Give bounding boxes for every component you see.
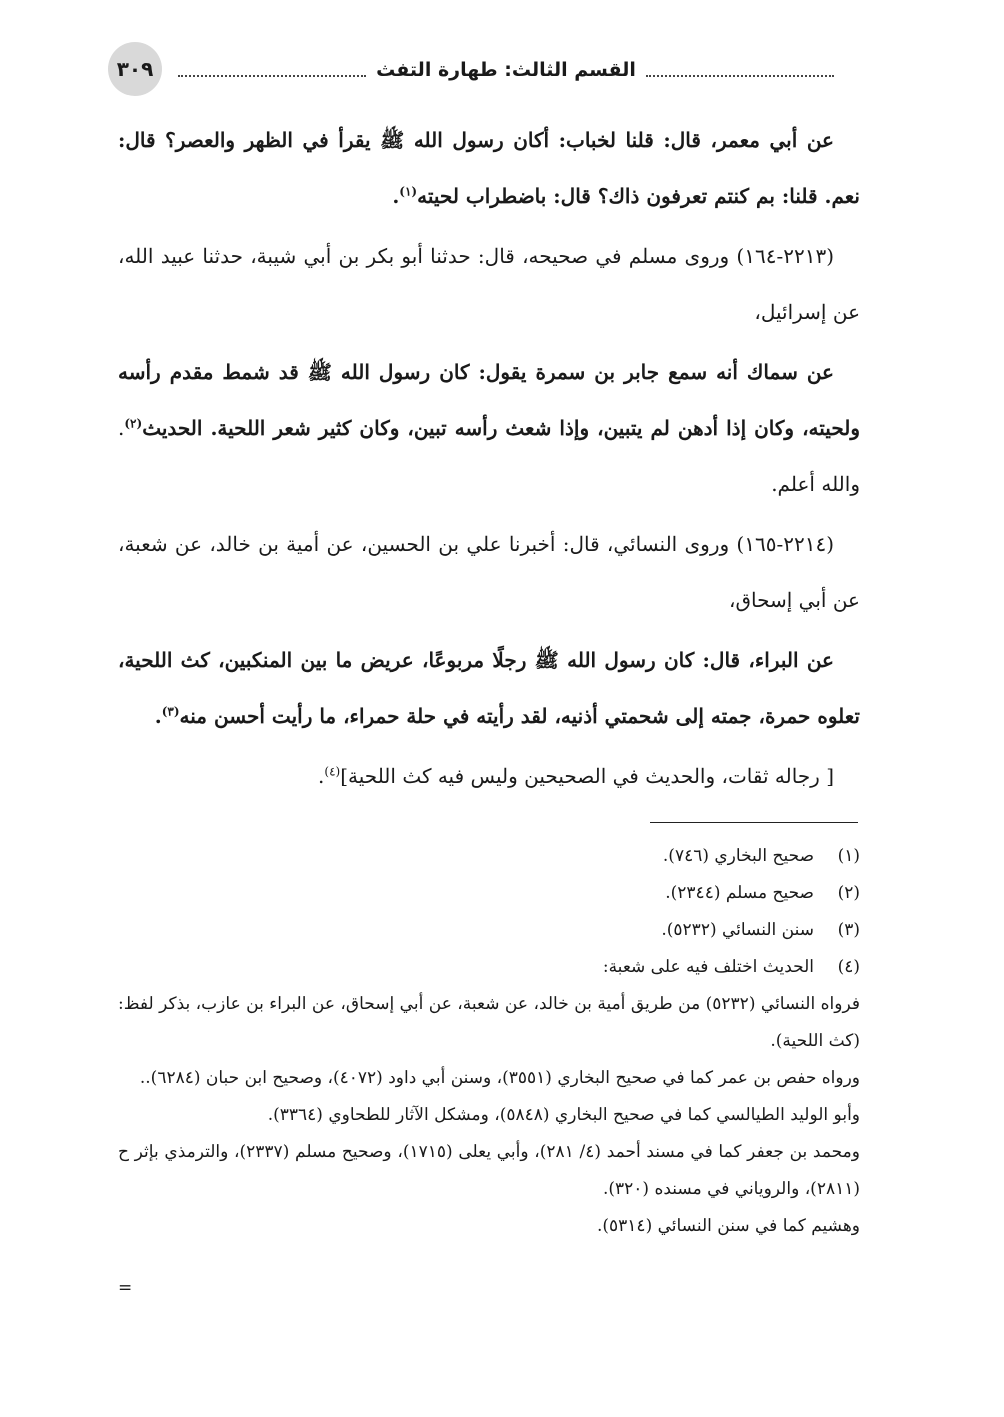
- isnad-2214: (٢٢١٤-١٦٥) وروى النسائي، قال: أخبرنا علي بن الحسين، عن أمية بن خالد، عن شعبة، عن أبي إسحاق،: [118, 532, 860, 612]
- footnote-ref-2: (٢): [124, 416, 143, 431]
- footnote-number: (١): [837, 846, 860, 866]
- grading-note: [118, 748, 860, 804]
- footnote-4-detail-1: فرواه النسائي (٥٢٣٢) من طريق أمية بن خالد، عن شعبة، عن أبي إسحاق، عن البراء بن عازب، بذكر لفظ: (كث اللحية).: [118, 994, 860, 1051]
- footnote-text: صحيح البخاري (٧٤٦).: [662, 846, 814, 866]
- page-number: ٣٠٩: [116, 57, 154, 81]
- footnote-4-detail-5: وهشيم كما في سنن النسائي (٥٣١٤).: [596, 1216, 860, 1236]
- hadith-text-3-end: .: [154, 704, 162, 728]
- footnote-text: الحديث اختلف فيه على شعبة:: [602, 957, 814, 977]
- hadith-text-3-body: عن البراء، قال: كان رسول الله ﷺ رجلًا مربوعًا، عريض ما بين المنكبين، كث اللحية، تعلوه حمرة، جمته إلى شحمتي أذنيه، لقد رأيته في حلة حمراء، ما رأيت أحسن منه: [118, 648, 860, 728]
- footnote-separator: [650, 822, 858, 823]
- footnote-2: [118, 875, 860, 912]
- grading-note-body: [ رجاله ثقات، والحديث في الصحيحين وليس فيه كث اللحية]: [340, 764, 834, 788]
- running-header: [168, 50, 844, 90]
- footnote-4-detail-3: وأبو الوليد الطيالسي كما في صحيح البخاري (٥٨٤٨)، ومشكل الآثار للطحاوي (٣٣٦٤).: [267, 1105, 860, 1125]
- hadith-text-2-end: . والله أعلم.: [118, 416, 860, 496]
- footnote-4-detail-4: ومحمد بن جعفر كما في مسند أحمد (٤/ ٢٨١)، وأبي يعلى (١٧١٥)، وصحيح مسلم (٢٣٣٧)، والترمذي بإثر ح (٢٨١١)، والروياني في مسنده (٣٢٠).: [118, 1142, 860, 1199]
- section-title: القسم الثالث: طهارة التفث: [376, 59, 636, 81]
- footnote-ref-4: (٤): [324, 764, 341, 779]
- footnote-4: [118, 949, 860, 986]
- hadith-text-2-body: عن سماك أنه سمع جابر بن سمرة يقول: كان رسول الله ﷺ قد شمط مقدم رأسه ولحيته، وكان إذا أدهن لم يتبين، وإذا شعث رأسه تبين، وكان كثير شعر اللحية. الحديث: [118, 360, 860, 440]
- grading-note-end: .: [318, 764, 325, 788]
- footnote-3: [118, 912, 860, 949]
- hadith-text-1-body: عن أبي معمر، قال: قلنا لخباب: أكان رسول الله ﷺ يقرأ في الظهر والعصر؟ قال: نعم. قلنا: بم كنتم تعرفون ذاك؟ قال: باضطراب لحيته: [118, 128, 860, 208]
- footnote-text: صحيح مسلم (٢٣٤٤).: [665, 883, 814, 903]
- footnote-ref-1: (١): [399, 184, 418, 199]
- footnote-text: سنن النسائي (٥٢٣٢).: [661, 920, 814, 940]
- footnote-number: (٣): [837, 920, 860, 940]
- footnote-4-detail-2: ورواه حفص بن عمر كما في صحيح البخاري (٣٥٥١)، وسنن أبي داود (٤٠٧٢)، وصحيح ابن حبان (٦٢٨٤)..: [139, 1068, 860, 1088]
- hadith-text-2: [118, 344, 860, 512]
- footnote-1: [118, 838, 860, 875]
- page-number-badge: [108, 42, 162, 96]
- hadith-text-1: [118, 112, 860, 224]
- footnote-number: (٤): [837, 957, 860, 977]
- isnad-2213: (٢٢١٣-١٦٤) وروى مسلم في صحيحه، قال: حدثنا أبو بكر بن أبي شيبة، حدثنا عبيد الله، عن إسرائيل،: [118, 244, 860, 324]
- header-dots-left: [178, 75, 366, 77]
- continuation-mark: =: [118, 1278, 133, 1298]
- main-text: [118, 112, 860, 808]
- footnotes: [118, 838, 860, 1245]
- hadith-text-1-end: .: [392, 184, 400, 208]
- footnote-ref-3: (٣): [161, 704, 180, 719]
- footnote-number: (٢): [837, 883, 860, 903]
- hadith-text-3: [118, 632, 860, 744]
- header-dots-right: [646, 75, 834, 77]
